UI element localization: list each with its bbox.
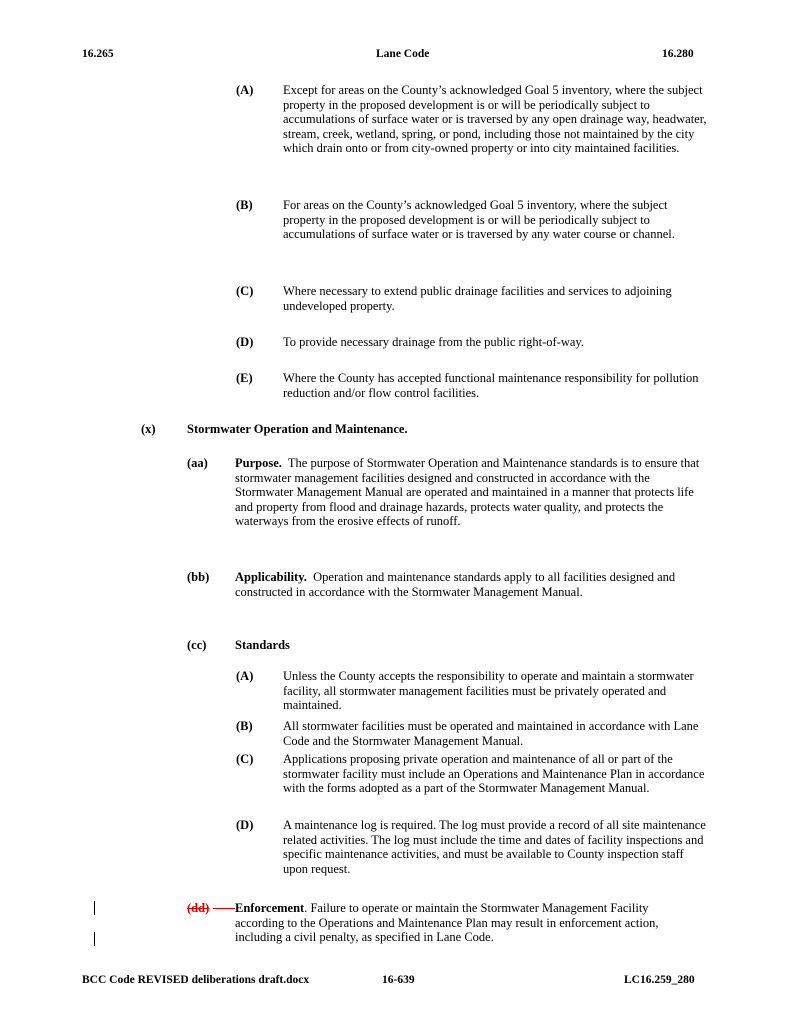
footer-filename: BCC Code REVISED deliberations draft.docx xyxy=(82,974,310,986)
revision-bar xyxy=(94,901,95,915)
standard-b-label: (B) xyxy=(236,719,253,733)
header-title: Lane Code xyxy=(376,48,430,60)
aa-label: (aa) xyxy=(187,456,208,470)
revision-bar xyxy=(94,932,95,946)
footer-doc-code: LC16.259_280 xyxy=(624,974,695,986)
bb-text: Operation and maintenance standards apply to all facilities designed and constructed in accordance with the Stormwater Management Manual. xyxy=(235,570,676,599)
cc-title: Standards xyxy=(235,638,290,652)
item-e-text: Where the County has accepted functional maintenance responsibility for pollution reduction and/or flow control facilities. xyxy=(283,371,699,400)
header-section-start: 16.265 xyxy=(82,48,114,60)
item-e-label: (E) xyxy=(236,371,253,385)
cc-label: (cc) xyxy=(187,638,207,652)
standard-a-text: Unless the County accepts the responsibility to operate and maintain a stormwater facility, all stormwater management facilities must be privately operated and maintained. xyxy=(283,669,694,712)
item-c-text: Where necessary to extend public drainage facilities and services to adjoining undeveloped property. xyxy=(283,284,672,313)
item-d-text: To provide necessary drainage from the public right-of-way. xyxy=(283,335,584,349)
item-b-text: For areas on the County’s acknowledged Goal 5 inventory, where the subject property in the proposed development is or will be periodically subject to accumulations of surface water or is traversed by any water course or channel. xyxy=(283,198,675,241)
item-a-label: (A) xyxy=(236,83,254,97)
standard-d-text: A maintenance log is required. The log must provide a record of all site maintenance related activities. The log must include the time and dates of facility inspections and specific maintenance activities, and must be available to County inspection staff upon request. xyxy=(283,818,706,876)
section-x-label: (x) xyxy=(141,422,156,436)
item-c-label: (C) xyxy=(236,284,254,298)
bb-label: (bb) xyxy=(187,570,210,584)
dd-deleted-label: (dd) xyxy=(187,901,210,915)
dd-title: Enforcement xyxy=(235,901,305,915)
aa-paragraph xyxy=(235,456,710,529)
header-section-end: 16.280 xyxy=(662,48,694,60)
standard-a-label: (A) xyxy=(236,669,254,683)
item-d-label: (D) xyxy=(236,335,254,349)
footer-page-number: 16-639 xyxy=(382,974,415,986)
standard-b-text: All stormwater facilities must be operated and maintained in accordance with Lane Code and the Stormwater Management Manual. xyxy=(283,719,699,748)
bb-title: Applicability. xyxy=(235,570,307,584)
item-a-text: Except for areas on the County’s acknowledged Goal 5 inventory, where the subject property in the proposed development is or will be periodically subject to accumulations of surface water or is traversed by any open drainage way, headwater, stream, creek, wetland, spring, or pond, including those not maintained by the city which drain onto or from city-owned property or into city maintained facilities. xyxy=(283,83,707,155)
aa-title: Purpose. xyxy=(235,456,282,470)
section-x-title: Stormwater Operation and Maintenance. xyxy=(187,422,408,436)
dd-text: . Failure to operate or maintain the Stormwater Management Facility according to the Operations and Maintenance Plan may result in enforcement action, including a civil penalty, as specified in Lane Code. xyxy=(235,901,659,944)
standard-c-text: Applications proposing private operation and maintenance of all or part of the stormwater facility must include an Operations and Maintenance Plan in accordance with the forms adopted as a part of the Stormwater Management Manual. xyxy=(283,752,705,795)
bb-paragraph xyxy=(235,570,685,599)
item-b-label: (B) xyxy=(236,198,253,212)
aa-text: The purpose of Stormwater Operation and Maintenance standards is to ensure that stormwater management facilities designed and constructed in accordance with the Stormwater Management Manual are operated and maintained in a manner that protects life and property from flood and drainage hazards, protects water quality, and protects the waterways from the erosive effects of runoff. xyxy=(235,456,700,528)
deletion-strike-line xyxy=(213,908,235,909)
dd-paragraph xyxy=(235,901,685,945)
standard-d-label: (D) xyxy=(236,818,254,832)
standard-c-label: (C) xyxy=(236,752,254,766)
